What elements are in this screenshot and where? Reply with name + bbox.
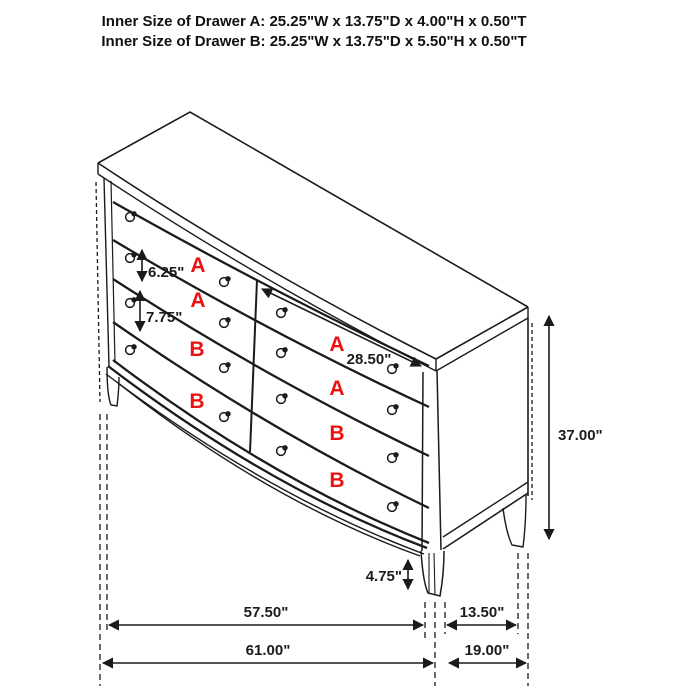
- drawer-knob-icon: [277, 347, 288, 357]
- dimension-leg-height: [366, 560, 408, 589]
- drawer-knob-icon: [388, 404, 399, 414]
- drawer-knob-icon: [277, 307, 288, 317]
- drawer-label: A: [190, 254, 206, 277]
- dimension-drawer-b-height: [140, 291, 182, 331]
- dresser-side: [443, 318, 532, 549]
- dimension-label: 13.50": [459, 604, 505, 621]
- dimension-front-width-between-legs: [109, 604, 423, 625]
- dimension-overall-width: [103, 642, 433, 663]
- dimension-label: 57.50": [243, 604, 289, 621]
- dresser-top: [98, 112, 528, 371]
- dimension-drawer-a-height: [142, 250, 184, 281]
- drawer-knob-icon: [220, 317, 231, 327]
- drawer-label: B: [189, 338, 205, 361]
- drawer-knob-icon: [220, 362, 231, 372]
- drawer-knob-icon: [388, 501, 399, 511]
- front-right-leg: [421, 551, 444, 596]
- drawer-label: B: [189, 390, 205, 413]
- side-bottom-edge: [443, 493, 528, 549]
- drawer-knob-icon: [126, 252, 137, 262]
- dimension-overall-depth: [449, 642, 526, 663]
- dimension-label: 6.25": [148, 264, 185, 281]
- drawer-knob-icon: [277, 393, 288, 403]
- drawer-knob-icon: [220, 276, 231, 286]
- drawer-knob-icon: [126, 344, 137, 354]
- base-rail: [106, 366, 427, 556]
- drawer-separators: [113, 202, 429, 543]
- drawer-label: B: [329, 469, 345, 492]
- drawer-label: A: [190, 289, 206, 312]
- title-drawer-a-size: Inner Size of Drawer A: 25.25"W x 13.75"D x 4.00"H x 0.50"T: [101, 13, 527, 30]
- left-stile-outer: [104, 178, 109, 366]
- dimension-label: 19.00": [464, 642, 510, 659]
- side-rail-line: [443, 482, 528, 537]
- dimension-right-drawers-width: [262, 289, 421, 368]
- drawer-knob-icon: [126, 211, 137, 221]
- drawer-knob-icon: [277, 445, 288, 455]
- title-drawer-b-size: Inner Size of Drawer B: 25.25"W x 13.75"D x 5.50"H x 0.50"T: [101, 33, 527, 50]
- dimension-label: 28.50": [346, 351, 392, 368]
- left-stile-inner: [111, 181, 115, 363]
- drawer-knob-icon: [388, 452, 399, 462]
- dimension-overall-height: [549, 316, 603, 539]
- drawer-label: A: [329, 333, 345, 356]
- left-edge-hatch: [96, 182, 100, 402]
- dimension-label: 4.75": [365, 568, 402, 585]
- front-right-corner-post: [422, 370, 441, 551]
- dimension-label: 7.75": [146, 309, 183, 326]
- drawer-label: A: [329, 377, 345, 400]
- drawer-knob-icon: [126, 297, 137, 307]
- drawer-knob-icon: [220, 411, 231, 421]
- drawer-label: B: [329, 422, 345, 445]
- dimension-label: 61.00": [245, 642, 291, 659]
- dimension-side-depth-between-legs: [447, 604, 516, 625]
- dimension-label: 37.00": [558, 427, 603, 444]
